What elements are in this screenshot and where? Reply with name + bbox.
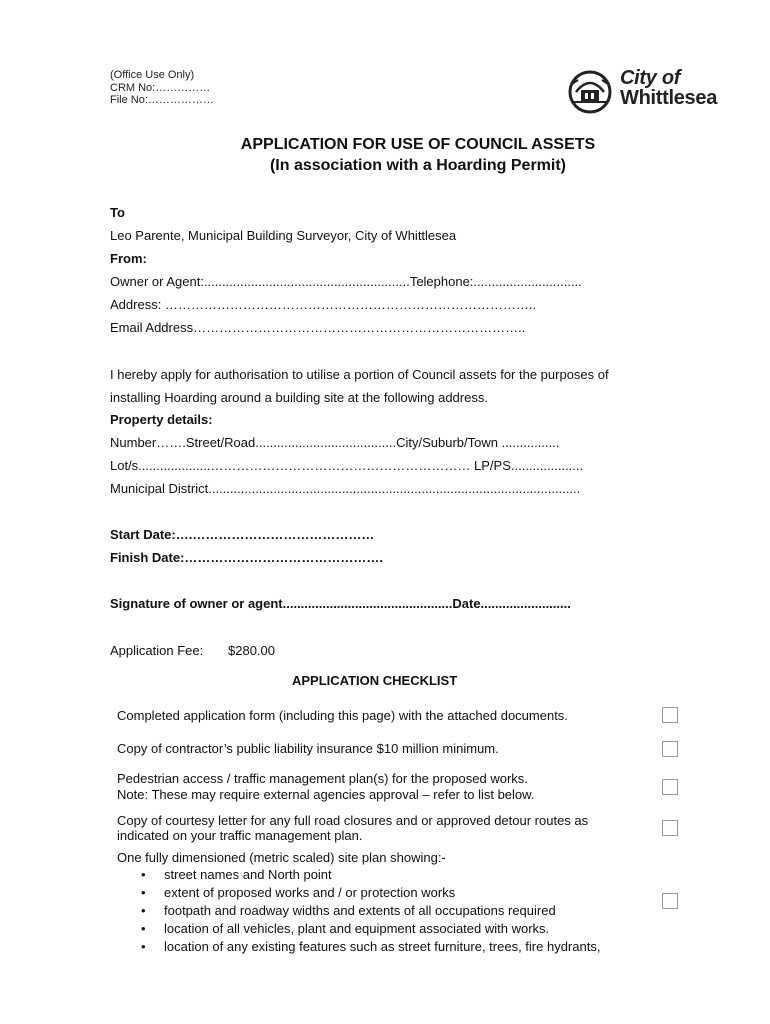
logo-line-2: Whittlesea (620, 87, 718, 109)
checklist-item-traffic-note: Note: These may require external agencies approval – refer to list below. (117, 787, 535, 802)
checklist-item-application-form: Completed application form (including this page) with the attached documents. (117, 708, 568, 723)
checklist-checkbox-5[interactable] (662, 893, 678, 909)
checklist-item-site-plan: One fully dimensioned (metric scaled) site plan showing:- (117, 850, 446, 865)
address-field[interactable]: Address: ………………………………………………………………………….. (110, 297, 537, 312)
list-item: • location of all vehicles, plant and equipment associated with works. (141, 921, 550, 936)
municipal-district-field[interactable]: Municipal District....................................................................................................... (110, 481, 581, 496)
logo-line-1: City of (620, 67, 681, 89)
list-item: • street names and North point (141, 867, 332, 882)
checklist-item-courtesy-letter: Copy of courtesy letter for any full road closures and or approved detour routes as (117, 813, 589, 828)
street-address-field[interactable]: Number…….Street/Road.......................................City/Suburb/Town ................ (110, 435, 560, 450)
owner-agent-field[interactable]: Owner or Agent:.........................................................Telephone:.............................. (110, 274, 582, 289)
checklist-item-traffic-plan: Pedestrian access / traffic management plan(s) for the proposed works. (117, 771, 528, 786)
logo-wordmark (620, 68, 717, 108)
checklist-item-insurance: Copy of contractor’s public liability insurance $10 million minimum. (117, 741, 499, 756)
city-of-whittlesea-logo (566, 66, 726, 118)
checklist-checkbox-2[interactable] (662, 741, 678, 757)
office-use-label: (Office Use Only) (110, 69, 195, 81)
checklist-checkbox-1[interactable] (662, 707, 678, 723)
list-item: • extent of proposed works and / or protection works (141, 885, 456, 900)
email-address-field[interactable]: Email Address………………………………………………………………….. (110, 320, 526, 335)
intro-line-2: installing Hoarding around a building site at the following address. (110, 390, 488, 405)
list-item: • location of any existing features such as street furniture, trees, fire hydrants, (141, 939, 601, 954)
checklist-checkbox-4[interactable] (662, 820, 678, 836)
lot-field[interactable]: Lot/s....................…………………………………………………… LP/PS.................... (110, 458, 584, 473)
page-title: APPLICATION FOR USE OF COUNCIL ASSETS (240, 136, 596, 153)
signature-date-field[interactable]: Signature of owner or agent...............................................Date......................... (110, 596, 571, 611)
crm-number-field: CRM No:…………… (110, 81, 211, 94)
intro-line-1: I hereby apply for authorisation to utilise a portion of Council assets for the purposes of (110, 367, 609, 382)
from-label: From: (110, 251, 147, 266)
list-item: • footpath and roadway widths and extents of all occupations required (141, 903, 556, 918)
checklist-heading: APPLICATION CHECKLIST (292, 673, 458, 688)
council-emblem-icon (566, 66, 618, 118)
start-date-field[interactable]: Start Date:….…………………………………… (110, 527, 375, 542)
finish-date-field[interactable]: Finish Date:………………………………………. (110, 550, 384, 565)
to-label: To (110, 205, 125, 220)
site-plan-bullet-list (117, 866, 600, 956)
property-details-label: Property details: (110, 412, 213, 427)
to-name: Leo Parente, Municipal Building Surveyor, City of Whittlesea (110, 228, 457, 243)
application-fee-label: Application Fee: (110, 643, 204, 658)
application-fee-amount: $280.00 (228, 643, 275, 658)
office-use-block (110, 69, 214, 107)
file-number-field: File No:……………… (110, 94, 214, 106)
checklist-checkbox-3[interactable] (662, 779, 678, 795)
checklist-item-courtesy-letter-cont: indicated on your traffic management plan. (117, 828, 363, 843)
page-subtitle: (In association with a Hoarding Permit) (269, 157, 567, 174)
